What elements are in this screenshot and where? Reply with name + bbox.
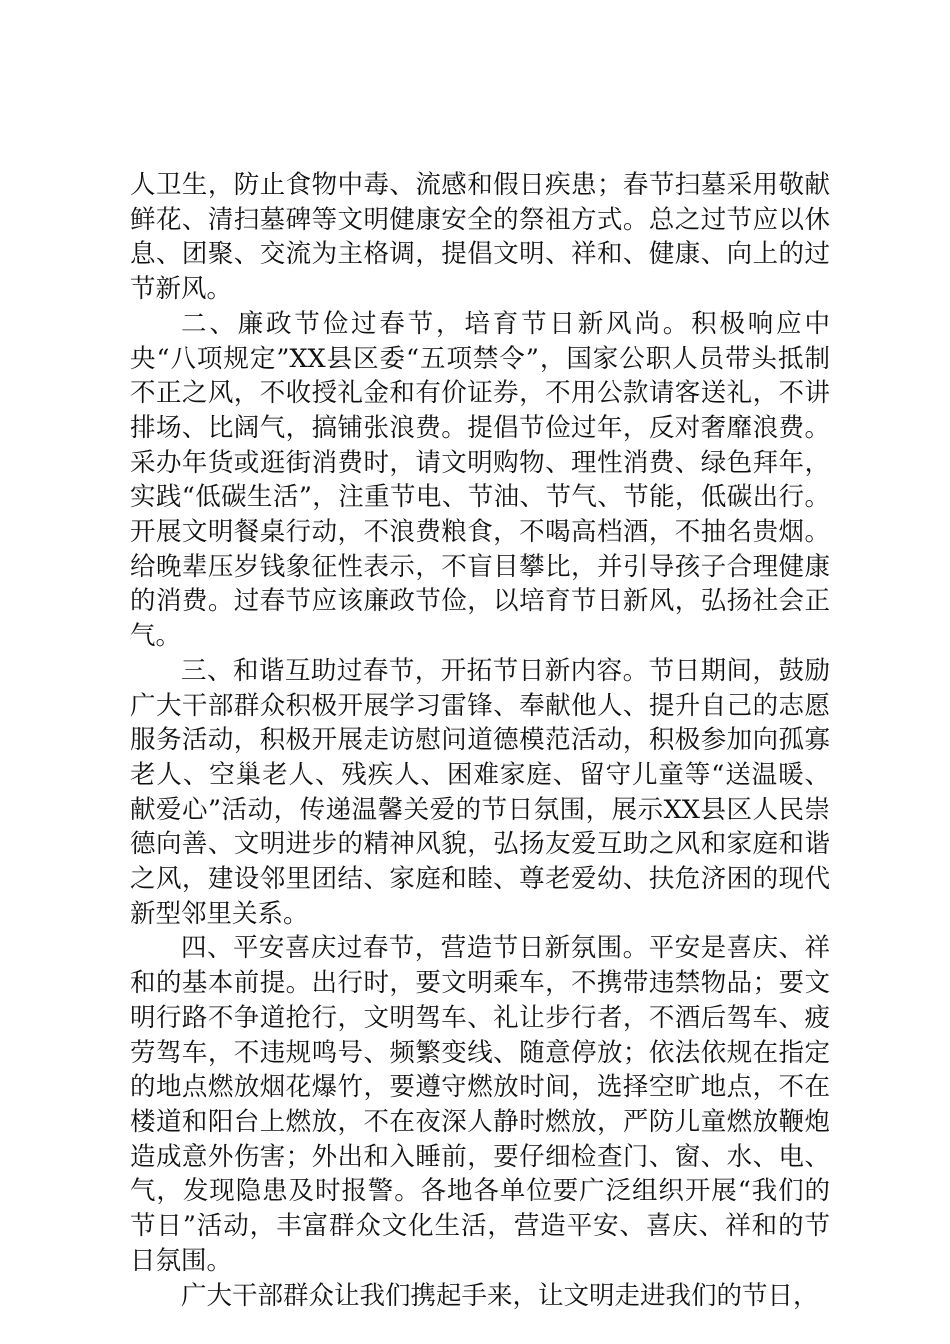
paragraph-section-two: 二、廉政节俭过春节，培育节日新风尚。积极响应中央“八项规定”XX县区委“五项禁令”，国家公职人员带头抵制不正之风，不收授礼金和有价证券，不用公款请客送礼，不讲排场、比阔气，搞铺张浪费。提倡节俭过年，反对奢靡浪费。采办年货或逛街消费时，请文明购物、理性消费、绿色拜年，实践“低碳生活”，注重节电、节油、节气、节能，低碳出行。开展文明餐桌行动，不浪费粮食，不喝高档酒，不抽名贵烟。给晚辈压岁钱象征性表示，不盲目攀比，并引导孩子合理健康的消费。过春节应该廉政节俭，以培育节日新风，弘扬社会正气。 — [130, 308, 830, 652]
paragraph-section-four: 四、平安喜庆过春节，营造节日新氛围。平安是喜庆、祥和的基本前提。出行时，要文明乘车，不携带违禁物品；要文明行路不争道抢行，文明驾车、礼让步行者，不酒后驾车、疲劳驾车，不违规鸣号、频繁变线、随意停放；依法依规在指定的地点燃放烟花爆竹，要遵守燃放时间，选择空旷地点，不在楼道和阳台上燃放，不在夜深人静时燃放，严防儿童燃放鞭炮造成意外伤害；外出和入睡前，要仔细检查门、窗、水、电、气，发现隐患及时报警。各地各单位要广泛组织开展“我们的节日”活动，丰富群众文化生活，营造平安、喜庆、祥和的节日氛围。 — [130, 933, 830, 1276]
document-body — [130, 168, 830, 1313]
paragraph-closing: 广大干部群众让我们携起手来，让文明走进我们的节日， — [181, 1280, 819, 1311]
paragraph-continuation: 人卫生，防止食物中毒、流感和假日疾患；春节扫墓采用敬献鲜花、清扫墓碑等文明健康安全的祭祖方式。总之过节应以休息、团聚、交流为主格调，提倡文明、祥和、健康、向上的过节新风。 — [130, 170, 830, 305]
paragraph-section-three: 三、和谐互助过春节，开拓节日新内容。节日期间，鼓励广大干部群众积极开展学习雷锋、奉献他人、提升自己的志愿服务活动，积极开展走访慰问道德模范活动，积极参加向孤寡老人、空巢老人、残疾人、困难家庭、留守儿童等“送温暖、献爱心”活动，传递温馨关爱的节日氛围，展示XX县区人民崇德向善、文明进步的精神风貌，弘扬友爱互助之风和家庭和谐之风，建设邻里团结、家庭和睦、尊老爱幼、扶危济困的现代新型邻里关系。 — [130, 655, 830, 929]
